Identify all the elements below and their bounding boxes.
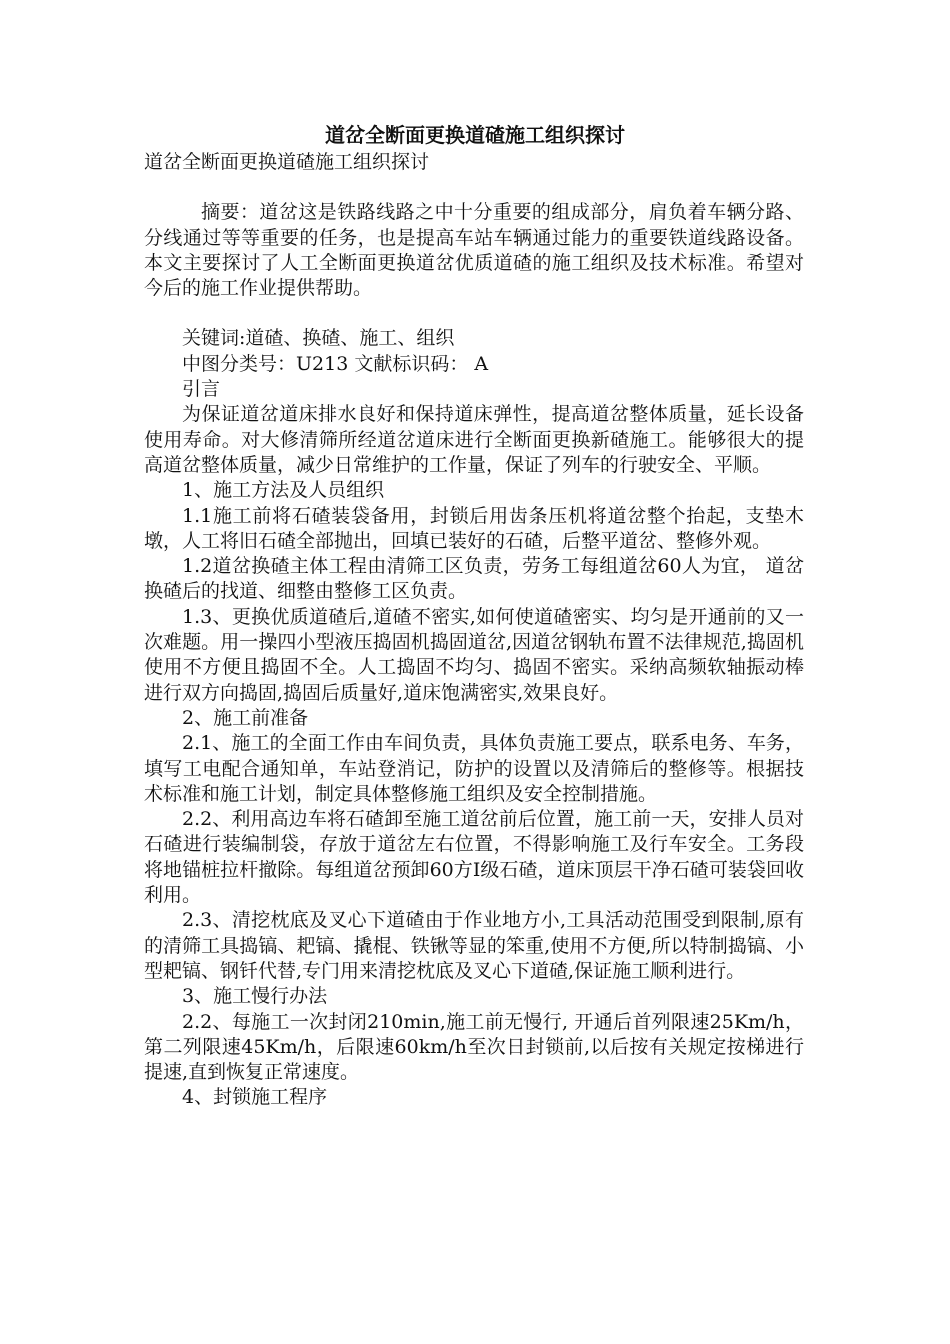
document-title: 道岔全断面更换道碴施工组织探讨 [325,123,625,147]
section-heading-4: 4、封锁施工程序 [182,1086,328,1109]
paragraph-3-1: 2.2、每施工一次封闭210min,施工前无慢行, 开通后首列限速25Km/h，第二列限速45Km/h，后限速60km/h至次日封锁前,以后按有关规定按梯进行提速,直到恢复正常速度。 [144,1010,804,1084]
paragraph-2-3: 2.3、清挖枕底及叉心下道碴由于作业地方小,工具活动范围受到限制,原有的清筛工具捣镐、耙镐、撬棍、铁锹等显的笨重,使用不方便,所以特制捣镐、小型耙镐、钢钎代替,专门用来清挖枕底及叉心下道碴,保证施工顺利进行。 [144,909,804,982]
document-subtitle: 道岔全断面更换道碴施工组织探讨 [144,151,430,173]
keywords-line: 关键词:道碴、换碴、施工、组织 [182,327,455,350]
paragraph-1-2: 1.2道岔换碴主体工程由清筛工区负责，劳务工每组道岔60人为宜， 道岔换碴后的找道、细整由整修工区负责。 [144,555,804,603]
intro-heading: 引言 [182,378,221,401]
section-heading-1: 1、施工方法及人员组织 [182,479,385,502]
paragraph-1-3: 1.3、更换优质道碴后,道碴不密实,如何使道碴密实、均匀是开通前的又一次难题。用一操四小型液压捣固机捣固道岔,因道岔钢轨布置不法律规范,捣固机使用不方便且捣固不全。人工捣固不均匀、捣固不密实。采纳高频软轴振动棒进行双方向捣固,捣固后质量好,道床饱满密实,效果良好。 [144,605,804,704]
section-heading-3: 3、施工慢行办法 [182,985,328,1008]
section-heading-2: 2、施工前准备 [182,706,309,729]
abstract-paragraph: 摘要：道岔这是铁路线路之中十分重要的组成部分，肩负着车辆分路、分线通过等等重要的任务，也是提高车站车辆通过能力的重要铁道线路设备。本文主要探讨了人工全断面更换道岔优质道碴的施工组织及技术标准。希望对今后的施工作业提供帮助。 [144,201,804,300]
document-body [144,150,804,1111]
paragraph-2-2: 2.2、利用高边车将石碴卸至施工道岔前后位置，施工前一天，安排人员对石碴进行装编制袋，存放于道岔左右位置，不得影响施工及行车安全。工务段将地锚桩拉杆撤除。每组道岔预卸60方Ⅰ级石碴，道床顶层干净石碴可装袋回收利用。 [144,808,804,907]
paragraph-1-1: 1.1施工前将石碴装袋备用，封锁后用齿条压机将道岔整个抬起，支垫木墩，人工将旧石碴全部抛出，回填已装好的石碴，后整平道岔、整修外观。 [144,504,804,552]
paragraph-2-1: 2.1、施工的全面工作由车间负责，具体负责施工要点，联系电务、车务，填写工电配合通知单，车站登消记，防护的设置以及清筛后的整修等。根据技术标准和施工计划，制定具体整修施工组织及安全控制措施。 [144,732,804,805]
spacer [144,175,804,200]
spacer [144,301,804,326]
classification-line: 中图分类号：U213 文献标识码： A [182,352,489,375]
intro-paragraph: 为保证道岔道床排水良好和保持道床弹性，提高道岔整体质量，延长设备使用寿命。对大修清筛所经道岔道床进行全断面更换新碴施工。能够很大的提高道岔整体质量，减少日常维护的工作量，保证了列车的行驶安全、平顺。 [144,403,804,476]
